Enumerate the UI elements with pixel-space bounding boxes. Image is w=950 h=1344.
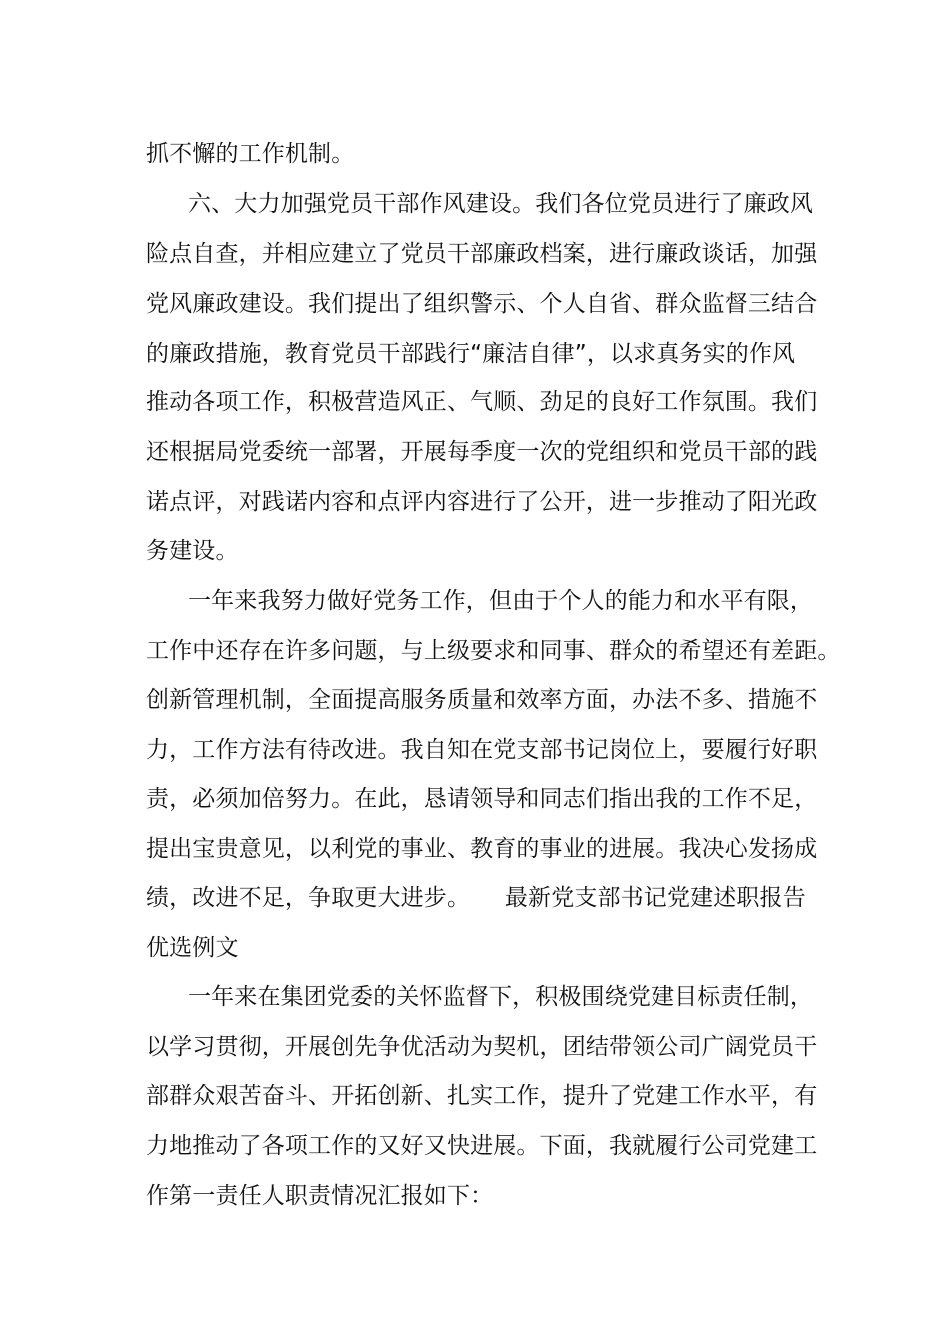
text-line: 力，工作方法有待改进。我自知在党支部书记岗位上，要履行好职 xyxy=(146,737,818,763)
text-line: 诺点评，对践诺内容和点评内容进行了公开，进一步推动了阳光政 xyxy=(146,489,818,515)
text-line: 党风廉政建设。我们提出了组织警示、个人自省、群众监督三结合 xyxy=(146,291,818,317)
text-line: 创新管理机制，全面提高服务质量和效率方面，办法不多、措施不 xyxy=(146,687,818,713)
text-line: 工作中还存在许多问题，与上级要求和同事、群众的希望还有差距。 xyxy=(146,638,841,664)
text-line: 还根据局党委统一部署，开展每季度一次的党组织和党员干部的践 xyxy=(146,439,818,465)
text-line: 作第一责任人职责情况汇报如下： xyxy=(146,1183,494,1209)
text-line: 部群众艰苦奋斗、开拓创新、扎实工作，提升了党建工作水平，有 xyxy=(146,1083,818,1109)
text-line: 提出宝贵意见，以利党的事业、教育的事业的进展。我决心发扬成 xyxy=(146,836,818,862)
text-line: 绩，改进不足，争取更大进步。 最新党支部书记党建述职报告 xyxy=(146,885,806,911)
text-line: 以学习贯彻，开展创先争优活动为契机，团结带领公司广阔党员干 xyxy=(146,1034,818,1060)
text-line: 抓不懈的工作机制。 xyxy=(146,141,355,167)
text-line: 责，必须加倍努力。在此，恳请领导和同志们指出我的工作不足， xyxy=(146,786,818,812)
text-line: 六、大力加强党员干部作风建设。我们各位党员进行了廉政风 xyxy=(188,191,814,217)
text-line: 力地推动了各项工作的又好又快进展。下面，我就履行公司党建工 xyxy=(146,1133,818,1159)
text-line: 一年来我努力做好党务工作，但由于个人的能力和水平有限， xyxy=(188,588,814,614)
text-line: 一年来在集团党委的关怀监督下，积极围绕党建目标责任制， xyxy=(188,984,814,1010)
text-line: 的廉政措施，教育党员干部践行“廉洁自律”，以求真务实的作风 xyxy=(146,341,796,367)
text-line: 险点自查，并相应建立了党员干部廉政档案，进行廉政谈话，加强 xyxy=(146,241,818,267)
text-line: 务建设。 xyxy=(146,538,239,564)
text-line: 推动各项工作，积极营造风正、气顺、劲足的良好工作氛围。我们 xyxy=(146,389,818,415)
text-line: 优选例文 xyxy=(146,935,239,961)
